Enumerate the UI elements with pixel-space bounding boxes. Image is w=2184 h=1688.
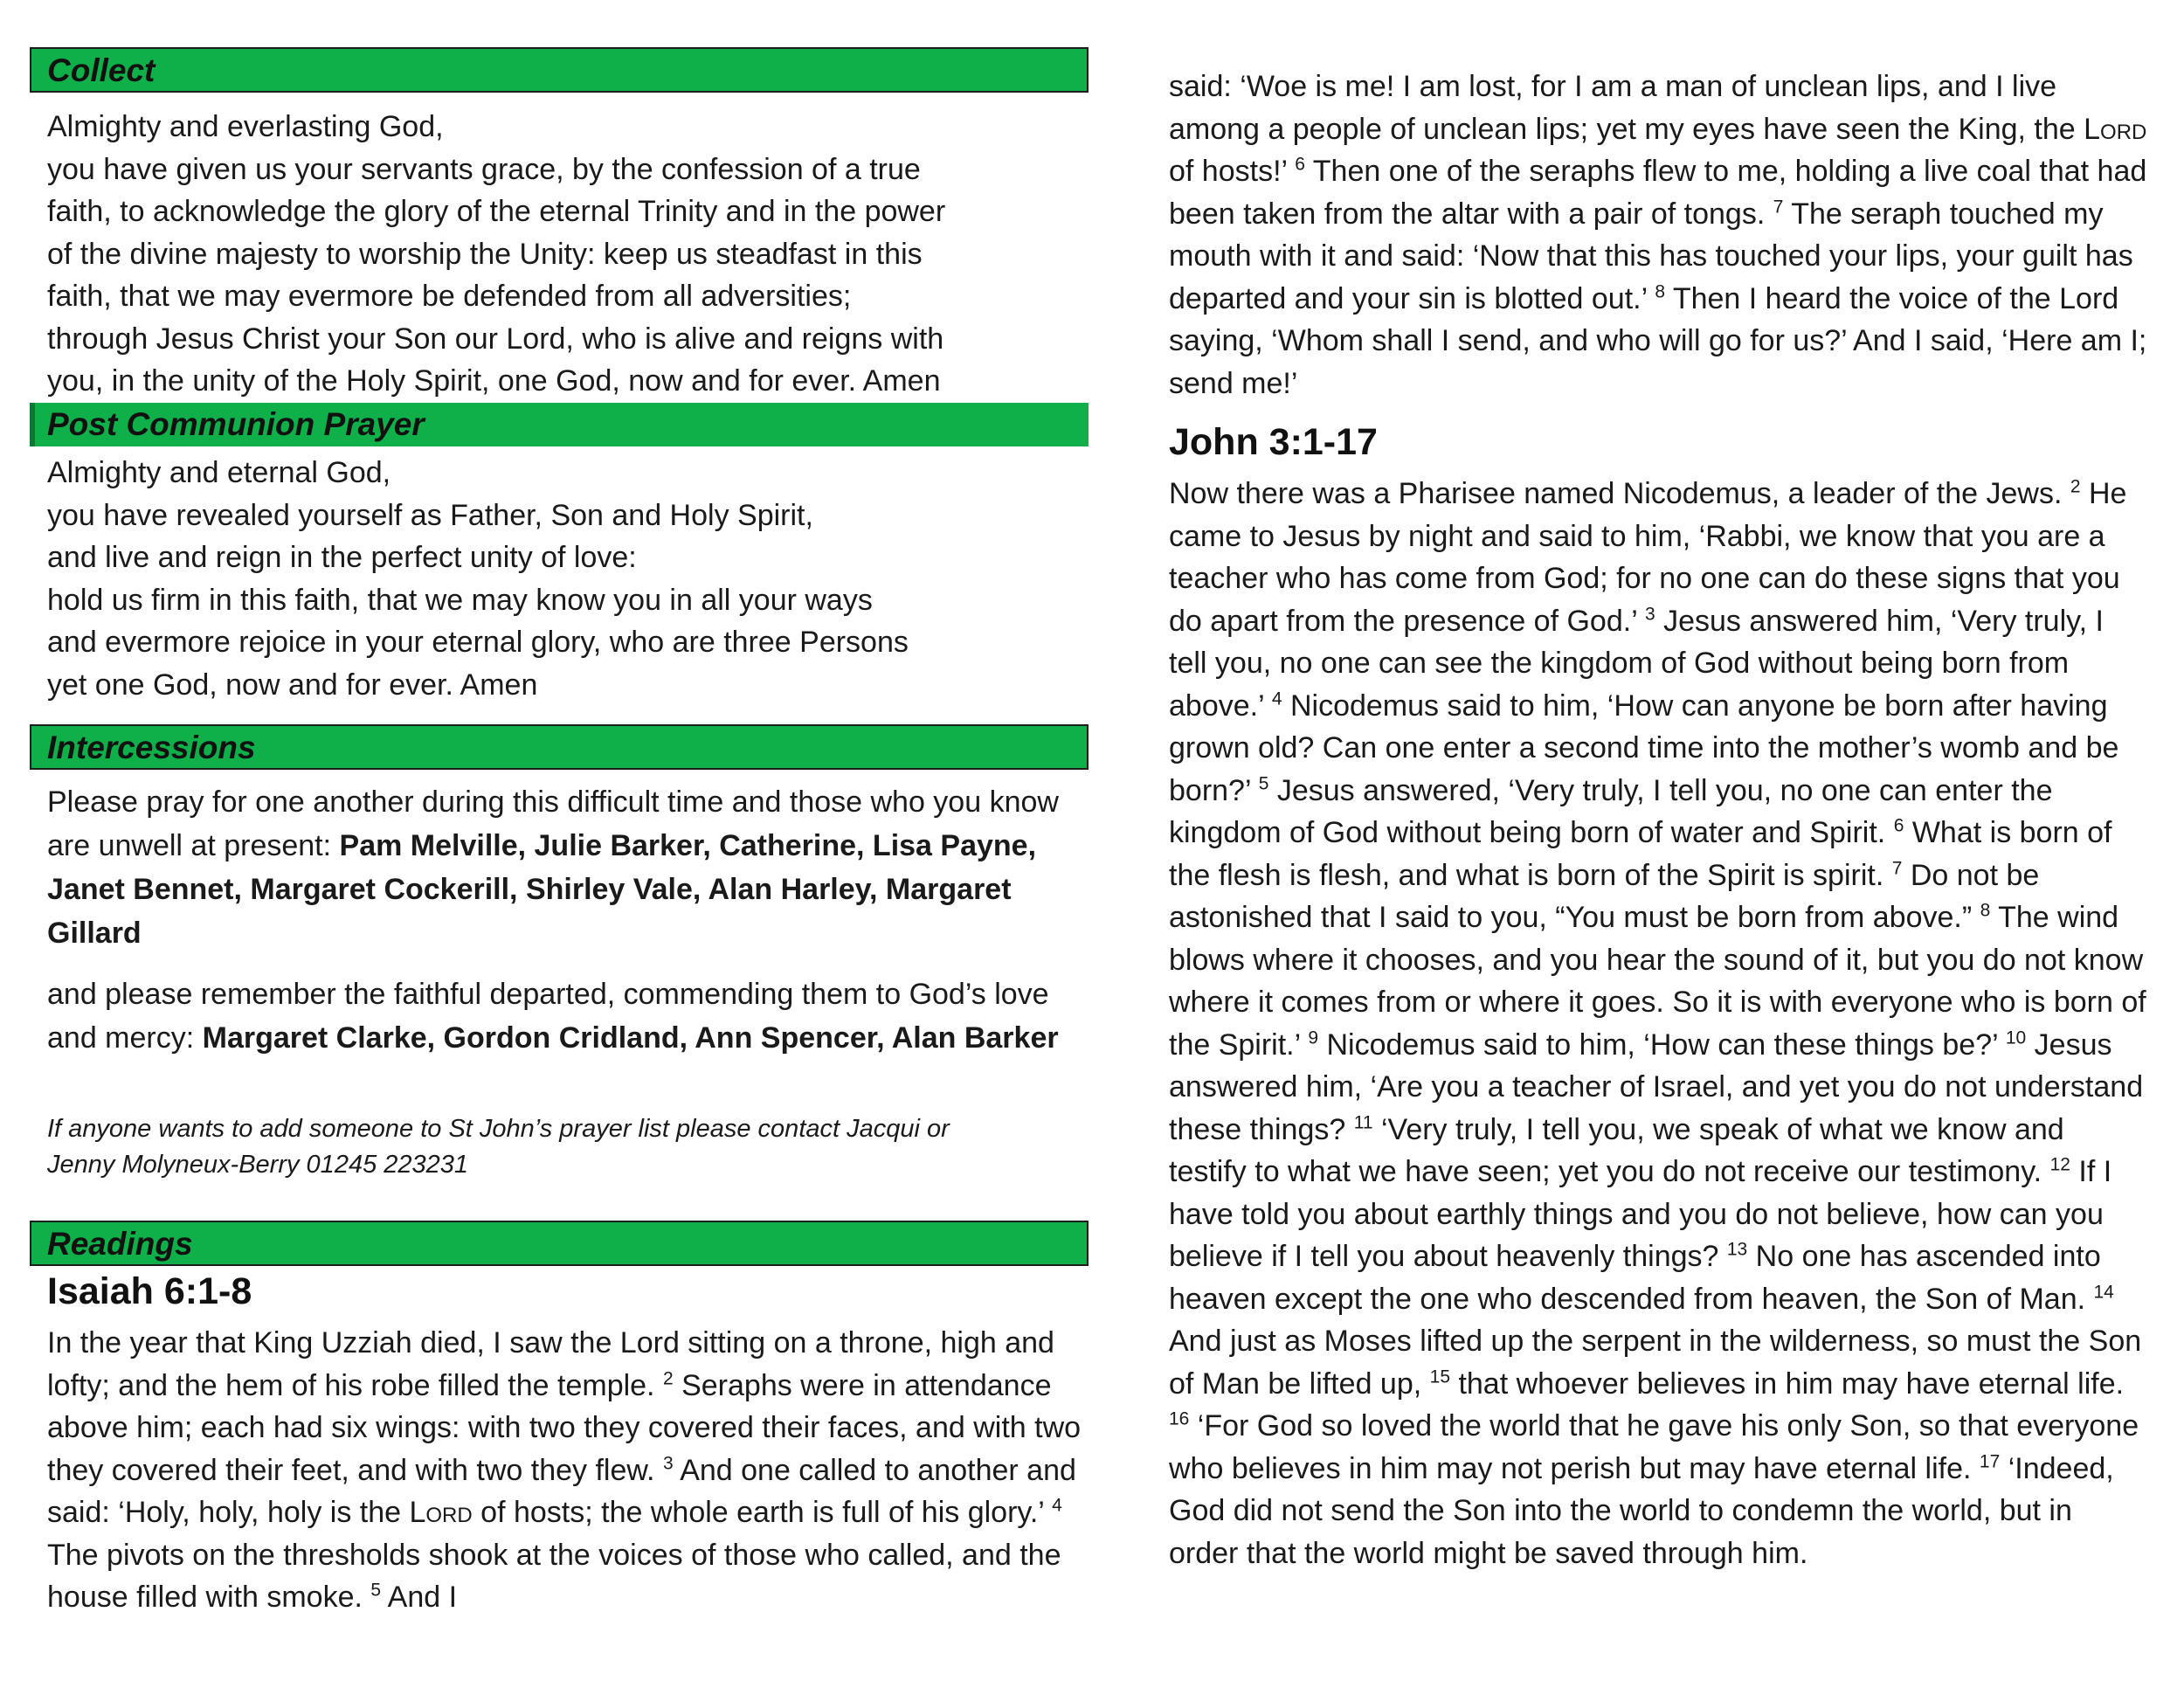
verse-text: The wind blows where it chooses, and you hear the sound of it, but you do not know where it comes from or where it goes. So it is with everyone who is born of the Spirit.’	[1169, 901, 2146, 1062]
verse-text: ‘Indeed, God did not send the Son into the world to condemn the world, but in order that the world might be saved through him.	[1169, 1451, 2114, 1570]
verse-number: 17	[1979, 1451, 2001, 1472]
verse-number: 5	[370, 1580, 382, 1601]
verse-number: 4	[1052, 1495, 1062, 1516]
verse-text: And I	[381, 1581, 458, 1614]
verse-text: What is born of the flesh is flesh, and what is born of the Spirit is spirit.	[1169, 816, 2112, 892]
verse-text: that whoever believes in him may have eternal life.	[1450, 1366, 2125, 1401]
verse-text: Jesus answered, ‘Very truly, I tell you, no one can enter the kingdom of God without being born of water and Spirit.	[1169, 773, 2053, 849]
verse-text: Then I heard the voice of the Lord saying, ‘Whom shall I send, and who will go for us?’ And I said, ‘Here am I; send me!’	[1169, 281, 2147, 400]
verse-text: In the year that King Uzziah died, I saw the Lord sitting on a throne, high and lofty; and the hem of his robe filled the temple.	[47, 1326, 1054, 1402]
verse-text: No one has ascended into heaven except the one who descended from heaven, the Son of Man.	[1169, 1240, 2101, 1316]
verse-text: of hosts!’	[1169, 155, 1296, 188]
verse-number: 6	[1295, 154, 1305, 175]
isaiah-continued-text	[1169, 66, 2149, 405]
collect-text	[47, 106, 945, 403]
collect-line: faith, to acknowledge the glory of the eternal Trinity and in the power	[47, 195, 946, 228]
prayer-line: you have revealed yourself as Father, Son and Holy Spirit,	[47, 498, 813, 532]
verse-text: The pivots on the thresholds shook at the voices of those who called, and the house filled with smoke.	[47, 1538, 1061, 1614]
post-communion-text	[47, 452, 909, 706]
isaiah-text	[47, 1322, 1095, 1619]
collect-line: of the divine majesty to worship the Unity: keep us steadfast in this	[47, 237, 923, 271]
verse-number: 7	[1891, 858, 1903, 879]
verse-number: 8	[1980, 900, 1991, 921]
verse-number: 15	[1429, 1366, 1450, 1387]
verse-number: 2	[662, 1368, 674, 1389]
verse-number: 8	[1655, 281, 1666, 302]
small-caps-word: Lord	[409, 1496, 473, 1529]
collect-heading: Collect	[47, 52, 156, 88]
prayer-line: yet one God, now and for ever. Amen	[47, 668, 538, 702]
verse-number: 9	[1308, 1027, 1319, 1048]
prayer-line: and live and reign in the perfect unity of love:	[47, 541, 637, 574]
verse-text: And one called to another and said: ‘Holy, holy, holy is the	[47, 1453, 1076, 1529]
verse-text: ‘Very truly, I tell you, we speak of what we know and testify to what we have seen; yet you do not receive our testimony.	[1169, 1112, 2064, 1188]
verse-text: The seraph touched my mouth with it and said: ‘Now that this has touched your lips, your guilt has departed and your sin is blotted out.’	[1169, 197, 2133, 315]
readings-header	[30, 1221, 1089, 1266]
verse-number: 5	[1258, 773, 1269, 794]
departed-intro: and please remember the faithful departed, commending them to God’s love and mercy:	[47, 978, 1049, 1055]
prayer-list-contact	[47, 1111, 950, 1183]
john-text	[1169, 473, 2149, 1574]
verse-number: 6	[1893, 815, 1904, 836]
small-caps-word: Lord	[2084, 112, 2147, 146]
verse-text: Seraphs were in attendance above him; each had six wings: with two they covered their faces, and with two they covered their feet, and with two they flew.	[47, 1368, 1082, 1487]
unwell-intro: Please pray for one another during this difficult time and those who you know are unwell at present:	[47, 785, 1059, 862]
unwell-names: Pam Melville, Julie Barker, Catherine, Lisa Payne, Janet Bennet, Margaret Cockerill, Shirley Vale, Alan Harley, Margaret Gillard	[47, 829, 1037, 950]
verse-text: Now there was a Pharisee named Nicodemus, a leader of the Jews.	[1169, 477, 2070, 510]
post-communion-header	[30, 403, 1089, 446]
verse-number: 3	[1644, 604, 1655, 625]
verse-text: He came to Jesus by night and said to him, ‘Rabbi, we know that you are a teacher who has come from God; for no one can do these signs that you do apart from the presence of God.’	[1169, 477, 2127, 638]
prayer-line: and evermore rejoice in your eternal glory, who are three Persons	[47, 626, 909, 659]
readings-heading: Readings	[47, 1226, 193, 1262]
verse-number: 16	[1169, 1408, 1190, 1429]
unwell-paragraph	[47, 780, 1078, 955]
departed-paragraph	[47, 972, 1078, 1060]
collect-line: you have given us your servants grace, by the confession of a true	[47, 152, 921, 186]
verse-number: 7	[1773, 197, 1784, 218]
verse-text: ‘For God so loved the world that he gave his only Son, so that everyone who believes in him may not perish but may have eternal life.	[1169, 1409, 2139, 1485]
contact-line: If anyone wants to add someone to St John’s prayer list please contact Jacqui or	[47, 1115, 950, 1143]
collect-line: faith, that we may evermore be defended from all adversities;	[47, 280, 852, 313]
prayer-line: Almighty and eternal God,	[47, 456, 391, 489]
intercessions-header	[30, 724, 1089, 770]
intercessions-heading: Intercessions	[47, 730, 256, 765]
verse-number: 11	[1353, 1112, 1373, 1133]
verse-text: Jesus answered him, ‘Very truly, I tell you, no one can see the kingdom of God without being born from above.’	[1169, 604, 2104, 723]
verse-text: said: ‘Woe is me! I am lost, for I am a man of unclean lips, and I live among a people of unclean lips; yet my eyes have seen the King, the	[1169, 70, 2084, 146]
verse-text: Nicodemus said to him, ‘How can anyone be born after having grown old? Can one enter a second time into the mother’s womb and be born?’	[1169, 688, 2119, 807]
collect-header	[30, 47, 1089, 93]
collect-line: you, in the unity of the Holy Spirit, one God, now and for ever. Amen	[47, 364, 941, 398]
verse-number: 4	[1271, 688, 1282, 709]
verse-text: And just as Moses lifted up the serpent in the wilderness, so must the Son of Man be lifted up,	[1169, 1325, 2142, 1401]
post-communion-heading: Post Communion Prayer	[47, 406, 425, 442]
verse-number: 14	[2093, 1282, 2114, 1303]
verse-number: 3	[662, 1453, 674, 1474]
isaiah-title: Isaiah 6:1-8	[47, 1270, 252, 1312]
collect-line: Almighty and everlasting God,	[47, 110, 444, 143]
departed-names: Margaret Clarke, Gordon Cridland, Ann Spencer, Alan Barker	[202, 1021, 1059, 1055]
verse-text: If I have told you about earthly things and you do not believe, how can you believe if I tell you about heavenly things?	[1169, 1155, 2112, 1273]
verse-number: 10	[2005, 1027, 2027, 1048]
contact-line: Jenny Molyneux-Berry 01245 223231	[47, 1151, 469, 1179]
verse-text: Do not be astonished that I said to you, “You must be born from above.”	[1169, 858, 2040, 934]
collect-line: through Jesus Christ your Son our Lord, who is alive and reigns with	[47, 322, 944, 356]
verse-text: Then one of the seraphs flew to me, holding a live coal that had been taken from the altar with a pair of tongs.	[1169, 155, 2147, 231]
verse-number: 2	[2070, 476, 2081, 497]
prayer-line: hold us firm in this faith, that we may know you in all your ways	[47, 583, 873, 617]
verse-text: Jesus answered him, ‘Are you a teacher of Israel, and yet you do not understand these things?	[1169, 1027, 2144, 1146]
verse-number: 12	[2049, 1154, 2070, 1175]
john-title: John 3:1-17	[1169, 421, 1378, 463]
verse-number: 13	[1726, 1239, 1748, 1260]
verse-text: of hosts; the whole earth is full of his glory.’	[472, 1496, 1053, 1529]
verse-text: Nicodemus said to him, ‘How can these things be?’	[1318, 1027, 2006, 1062]
